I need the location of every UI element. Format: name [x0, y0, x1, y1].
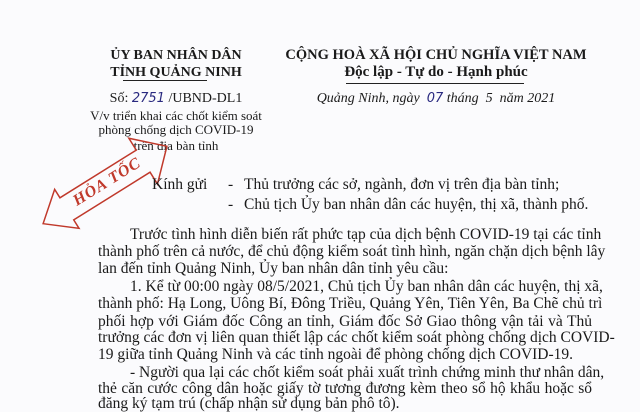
- body-line: thành phố trên cả nước, để chủ động kiểm soát tình hình, ngăn chặn dịch bệnh lây: [98, 243, 606, 260]
- document-number: [66, 90, 286, 107]
- motto: Độc lập - Tự do - Hạnh phúc: [344, 64, 528, 80]
- recipient-item: Chủ tịch Ủy ban nhân dân các huyện, thị xã, thành phố.: [244, 196, 589, 213]
- dash: -: [228, 176, 234, 193]
- province-name-text: TỈNH QUẢNG NINH: [110, 65, 242, 80]
- recipient-item: Thủ trưởng các sở, ngành, đơn vị trên địa bàn tỉnh;: [244, 176, 560, 193]
- nation-title: CỘNG HOÀ XÃ HỘI CHỦ NGHĨA VIỆT NAM: [285, 47, 587, 63]
- body-line: thẻ căn cước công dân hoặc giấy tờ tương đương kèm theo sổ hộ khẩu hoặc sổ: [98, 380, 592, 397]
- body-line: 19 giữa tỉnh Quảng Ninh và các tỉnh ngoài để phòng chống dịch COVID-19.: [98, 346, 574, 363]
- body-line: Trước tình hình diễn biến rất phức tạp của dịch bệnh COVID-19 tại các tỉnh: [130, 226, 602, 243]
- date-prefix: Quảng Ninh, ngày: [316, 91, 420, 106]
- body-line: trưởng các đơn vị liên quan thiết lập các chốt kiểm soát phòng chống dịch COVID-: [98, 329, 615, 346]
- subject-line: V/v triển khai các chốt kiểm soát: [90, 108, 262, 123]
- body-line: thành phố: Hạ Long, Uông Bí, Đông Triều, Quảng Yên, Tiên Yên, Ba Chẽ chủ trì: [98, 295, 603, 312]
- number-suffix: /UBND-DL1: [168, 91, 243, 106]
- header-underline-left: [123, 80, 207, 81]
- agency-name: ỦY BAN NHÂN DÂN: [110, 48, 242, 63]
- body-line: lan đến tỉnh Quảng Ninh, Ủy ban nhân dân tỉnh yêu cầu:: [98, 260, 449, 277]
- subject-line: trên địa bàn tỉnh: [133, 138, 219, 153]
- recipients-label: Kính gửi: [152, 176, 208, 193]
- body-line: phối hợp với Giám đốc Công an tỉnh, Giám đốc Sở Giao thông vận tải và Thủ: [98, 313, 592, 330]
- province-name: [66, 64, 286, 81]
- date-line: [256, 90, 616, 107]
- handwritten-day: 07: [426, 91, 444, 106]
- handwritten-number: 2751: [131, 91, 165, 106]
- date-rest: tháng 5 năm 2021: [446, 91, 556, 106]
- body-line: - Người qua lại các chốt kiểm soát phải xuất trình chứng minh thư nhân dân,: [130, 364, 605, 381]
- header-underline-right: [346, 83, 524, 84]
- body-line: 1. Kể từ 00:00 ngày 08/5/2021, Chủ tịch Ủy ban nhân dân các huyện, thị xã,: [130, 278, 603, 295]
- dash: -: [228, 196, 234, 213]
- number-prefix: Số:: [109, 91, 129, 106]
- stamp-text: HỎA TỐC: [70, 154, 145, 210]
- subject-line: phòng chống dịch COVID-19: [98, 122, 254, 137]
- body-line: đăng ký tạm trú (chấp nhận sử dụng bản phô tô).: [98, 395, 400, 412]
